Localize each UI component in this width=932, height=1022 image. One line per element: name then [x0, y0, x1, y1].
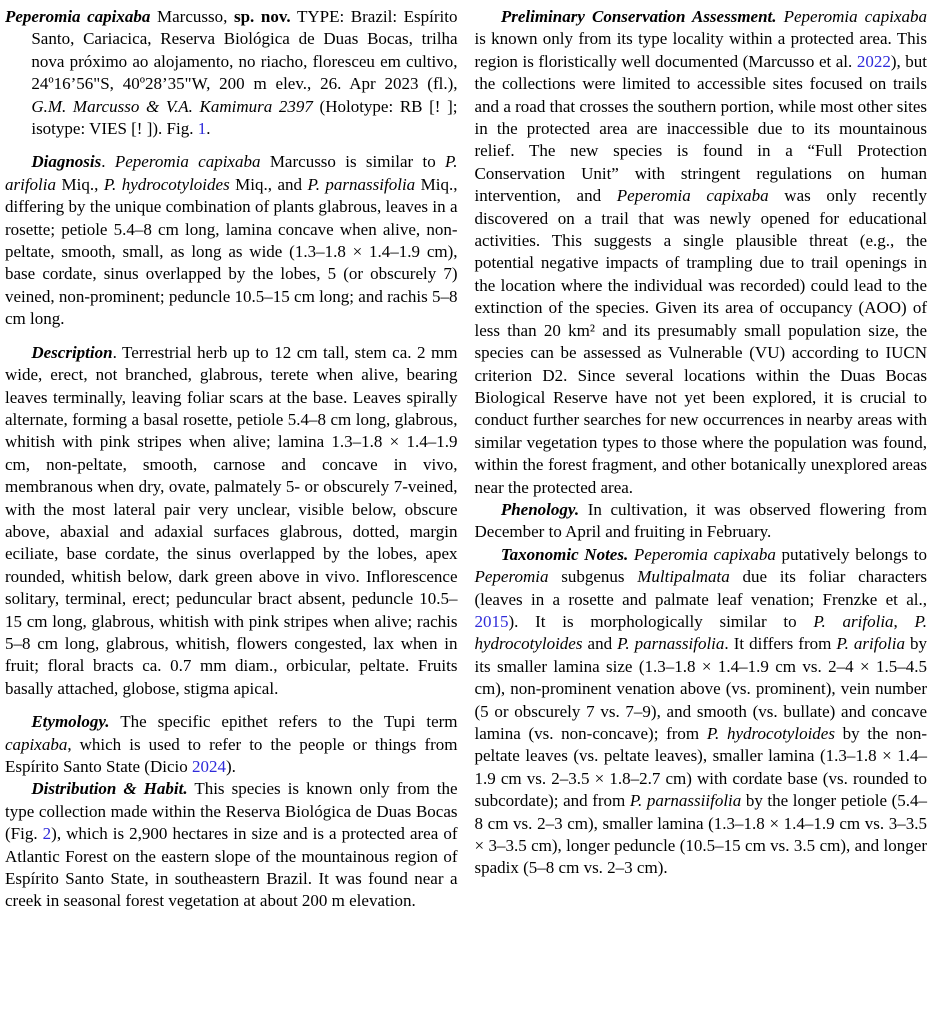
text-segment: P. parnassiifolia — [629, 791, 742, 811]
text-segment: Phenology. — [500, 499, 580, 519]
text-segment: P. hydrocotyloides — [103, 174, 230, 194]
text-segment: Miq., and — [229, 174, 308, 194]
text-segment: Etymology. — [31, 712, 110, 732]
text-segment: TYPE: Brazil: Espírito Santo, Cariacica, Reserva Biológica de Duas Bocas, trilha nova próximo ao alojamento, no riacho, floresceu em cultivo, 24º16’56"S, 40º28’35"W, 200 m elev., 26. Apr 2023 (fl.), — [31, 7, 458, 94]
text-segment: by the longer petiole (5.4–8 cm vs. 2–3 cm), smaller lamina (1.3–1.8 × 1.4–1.9 cm vs. 3–3.5 × 3–3.5 cm), longer peduncle (10.5–15 cm vs. 3.5 cm), and longer spadix (5–8 cm vs. 2–3 cm). — [474, 791, 927, 878]
text-segment: . — [101, 152, 115, 172]
text-segment: Miq., — [56, 174, 104, 194]
text-segment: Peperomia capixaba — [5, 7, 151, 26]
text-segment: capixaba — [5, 734, 68, 754]
text-segment: Miq., differing by the unique combination of plants glabrous, leaves in a rosette; petiole 5.4–8 cm long, lamina concave when alive, non-peltate, smooth, small, as long as wide (1.3–1.8 × 1.4–1.9 cm), base cordate, sinus overlapped by the lobes, 5 (or obscurely 7) veined, non-prominent; peduncle 10.5–15 cm long; and rachis 5–8 cm long. — [5, 174, 458, 329]
citation-link[interactable]: 2022 — [856, 51, 891, 71]
citation-link[interactable]: 2015 — [474, 611, 509, 631]
description-paragraph — [5, 342, 458, 701]
text-segment: subgenus — [548, 567, 638, 587]
text-segment: sp. nov. — [233, 7, 291, 26]
text-segment: P. arifolia — [5, 152, 458, 194]
text-segment: Peperomia capixaba — [616, 186, 769, 206]
text-segment: (Holotype: RB [! ]; isotype: VIES [! ]). Fig. — [31, 96, 458, 139]
text-segment: Peperomia — [474, 567, 549, 587]
text-segment: , — [893, 611, 915, 631]
text-segment: Diagnosis — [31, 152, 102, 172]
text-segment: by the non-peltate leaves (vs. peltate leaves), smaller lamina (1.3–1.8 × 1.4–1.9 cm vs. 2–3.5 × 1.8–2.7 cm) with cordate base (vs. rounded to subcordate); and from — [474, 724, 927, 811]
text-segment: by its smaller lamina size (1.3–1.8 × 1.4–1.9 cm vs. 2–4 × 1.5–4.5 cm), non-prominent venation above (vs. prominent), vein number (5 or obscurely 7 vs. 7–9), and smooth (vs. bullate) and concave lamina (vs. non-concave); from — [474, 634, 928, 743]
citation-link[interactable]: 2 — [42, 824, 52, 844]
text-segment: due its foliar characters (leaves in a rosette and palmate leaf venation; Frenzke et al., — [474, 567, 928, 609]
text-segment: This species is known only from the type collection made within the Reserva Biológica de Duas Bocas (Fig. — [5, 779, 458, 844]
text-segment: . — [206, 119, 211, 139]
phenology-paragraph — [475, 499, 928, 544]
text-segment: Distribution & Habit. — [31, 779, 188, 799]
diagnosis-paragraph — [5, 151, 458, 330]
text-segment: P. hydrocotyloides — [706, 724, 835, 743]
distribution-habitat-paragraph — [5, 778, 458, 912]
etymology-paragraph — [5, 711, 458, 778]
protologue-paragraph — [5, 6, 458, 140]
right-column — [475, 6, 928, 1022]
text-segment: . It differs from — [724, 634, 837, 654]
text-segment: P. arifolia — [836, 634, 905, 654]
text-segment: ). It is morphologically similar to — [508, 611, 814, 631]
text-segment: Multipalmata — [637, 567, 730, 587]
text-segment: Peperomia capixaba — [114, 152, 261, 172]
text-segment: P. hydrocotyloides — [474, 611, 927, 654]
text-segment: Peperomia capixaba — [628, 544, 776, 564]
text-segment: Marcusso, — [150, 7, 234, 26]
taxonomic-notes-paragraph — [475, 544, 928, 880]
left-column — [5, 6, 458, 1022]
text-segment: was only recently discovered on a trail that was newly opened for educational activities. This suggests a single plausible threat (e.g., the potential negative impacts of trampling due to trail openings in the location where the individual was recorded) could lead to the extinction of the species. Given its area of occupancy (AOO) of less than 20 km² and its presumably small population size, the species can be assessed as Vulnerable (VU) according to IUCN criterion D2. Since several locations within the Duas Bocas Biological Reserve have not yet been explored, it is crucial to conduct further searches for new occurrences in nearby areas with similar vegetation types to those where the population was found, within the forest fragment, and other botanically unexplored areas near the protected area. — [474, 186, 927, 497]
text-segment: and — [582, 634, 618, 654]
text-segment: G.M. Marcusso & V.A. Kamimura 2397 — [31, 96, 313, 116]
text-segment: ). — [225, 757, 236, 776]
text-segment: Description — [31, 342, 113, 362]
text-segment: Taxonomic Notes. — [500, 544, 629, 564]
conservation-assessment-paragraph — [475, 6, 928, 499]
text-segment: , which is used to refer to the people or things from Espírito Santo State (Dicio — [5, 734, 458, 776]
text-segment: is known only from its type locality within a protected area. This region is floristically well documented (Marcusso et al. — [474, 29, 927, 71]
text-segment: P. arifolia — [813, 611, 894, 631]
citation-link[interactable]: 1 — [197, 119, 207, 139]
text-segment: P. parnassifolia — [307, 174, 416, 194]
text-segment: Preliminary Conservation Assessment. — [500, 7, 777, 26]
text-segment: The specific epithet refers to the Tupi term — [109, 712, 458, 732]
text-segment: P. parnassifolia — [617, 634, 725, 654]
text-segment: In cultivation, it was observed flowering from December to April and fruiting in February. — [474, 499, 927, 542]
text-segment: ), which is 2,900 hectares in size and is a protected area of Atlantic Forest on the eastern slope of the mountainous region of Espírito Santo State, in southeastern Brazil. It was found near a creek in seasonal forest vegetation at about 200 m elevation. — [5, 824, 458, 911]
text-segment: ), but the collections were limited to accessible sites focused on trails and a road that crosses the southern portion, while most other sites in the protected area are inaccessible due to its mountainous relief. The new species is found in a “Full Protection Conservation Unit” with stringent regulations on human intervention, and — [474, 51, 927, 206]
text-segment: putatively belongs to — [775, 544, 927, 564]
text-segment: . Terrestrial herb up to 12 cm tall, stem ca. 2 mm wide, erect, not branched, glabrous, terete when alive, bearing leaves terminally, leaving foliar scars at the base. Leaves spirally alternate, forming a basal rosette, petiole 5.4–8 cm long, glabrous, whitish with pink stripes when alive; lamina 1.3–1.8 × 1.4–1.9 cm, non-peltate, smooth, carnose and concave in vivo, membranous when dry, ovate, palmately 5- or obscurely 7-veined, with the most lateral pair very unclear, visible below, obscure above, abaxial and adaxial surfaces glabrous, dotted, margin eciliate, base cordate, the sinus overlapped by the lobes, apex rounded, whitish below, dark green above in vivo. Inflorescence solitary, terminal, erect; peduncular bract absent, peduncle 10.5–15 cm long, glabrous, whitish with pink stripes when alive; rachis 5–8 cm long, glabrous, whitish, flowers congested, lax when in fruit; floral bracts ca. 0.7 mm diam., orbicular, peltate. Fruits basally attached, globose, stigma apical. — [5, 342, 458, 698]
text-segment: Peperomia capixaba — [776, 7, 928, 26]
citation-link[interactable]: 2024 — [191, 757, 226, 776]
text-segment: Marcusso is similar to — [260, 152, 446, 172]
